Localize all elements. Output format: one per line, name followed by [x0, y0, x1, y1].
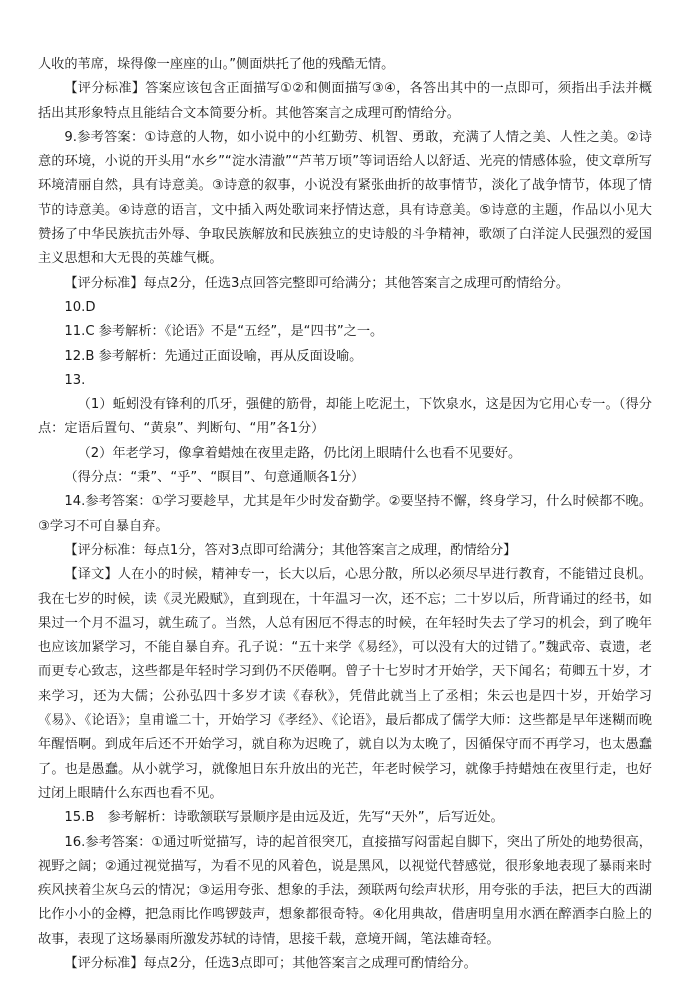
scoring-standard: 【评分标准】每点2分，任选3点即可；其他答案言之成理可酌情给分。 — [64, 955, 477, 971]
answer-9: 9.参考答案：①诗意的人物，如小说中的小红勤劳、机智、勇敢，充满了人情之美、人性之美。②诗意的环境，小说的开头用“水乡”“淀水清澈”“芦苇万顷”等词语给人以舒适、光亮的情感体验，使文章所写环境清丽自然，具有诗意美。③诗意的叙事，小说没有紧张曲折的故事情节，淡化了战争情节，体现了情节的诗意美。④诗意的语言，文中插入两处歌词来抒情达意，具有诗意美。⑤诗意的主题，作品以小见大赞扬了中华民族抗击外辱、争取民族解放和民族独立的史诗般的斗争精神，歌颂了白洋淀人民强烈的爱国主义思想和大无畏的英雄气概。 — [38, 129, 652, 267]
scoring-standard: 【评分标准】每点2分，任选3点回答完整即可给满分；其他答案言之成理可酌情给分。 — [64, 275, 570, 291]
answer-13-scoring: （得分点：“秉”、“乎”、“瞑目”、句意通顺各1分） — [64, 470, 365, 486]
translation: 【译文】人在小的时候，精神专一，长大以后，心思分散，所以必须尽早进行教育，不能错过良机。我在七岁的时候，读《灵光殿赋》，直到现在，十年温习一次，还不忘；二十岁以后，所背诵过的经书，如果过一个月不温习，就生疏了。当然，人总有困厄不得志的时候，在年轻时失去了学习的机会，到了晚年也应该加紧学习，不能自暴自弃。孔子说：“五十来学《易经》，可以没有大的过错了。”魏武帝、袁遗，老而更专心致志，这些都是年轻时学习到仍不厌倦啊。曾子十七岁时才开始学，天下闻名；荀卿五十岁，才来学习，还为大儒；公孙弘四十多岁才读《春秋》，凭借此就当上了丞相；朱云也是四十岁，开始学习《易》、《论语》；皇甫谧二十，开始学习《孝经》、《论语》，最后都成了儒学大师：这些都是早年迷糊而晚年醒悟啊。到成年后还不开始学习，就自称为迟晚了，就自以为太晚了，因循保守而不再学习，也太愚蠢了。也是愚蠢。从小就学习，就像旭日东升放出的光芒，年老时候学习，就像手持蜡烛在夜里行走，也好过闭上眼睛什么东西也看不见。 — [38, 567, 652, 801]
answer-14: 14.参考答案：①学习要趁早，尤其是年少时发奋勤学。②要坚持不懈，终身学习，什么时候都不晚。③学习不可自暴自弃。 — [38, 494, 652, 534]
scoring-standard: 【评分标准】答案应该包含正面描写①②和侧面描写③④，各答出其中的一点即可，须指出手法并概括出其形象特点且能结合文本简要分析。其他答案言之成理可酌情给分。 — [38, 81, 652, 121]
answer-13-part-1: （1）蚯蚓没有锋利的爪牙，强健的筋骨，却能上吃泥土，下饮泉水，这是因为它用心专一。（得分点：定语后置句、“黄泉”、判断句、“用”各1分） — [38, 397, 652, 437]
answer-16: 16.参考答案：①通过听觉描写，诗的起首很突兀，直接描写闷雷起自脚下，突出了所处的地势很高，视野之阔；②通过视觉描写，为看不见的风着色，说是黑风，以视觉代替感觉，很形象地表现了暴雨来时疾风挟着尘灰乌云的情况；③运用夸张、想象的手法，颈联两句绘声状形，用夸张的手法，把巨大的西湖比作小小的金樽，把急雨比作鸣锣鼓声，想象都很奇特。④化用典故，借唐明皇用水洒在醉酒李白脸上的故事，表现了这场暴雨所激发苏轼的诗情，思接千载，意境开阔，笔法雄奇轻。 — [38, 834, 652, 947]
answer-10: 10.D — [64, 299, 96, 315]
answer-13-part-2: （2）年老学习，像拿着蜡烛在夜里走路，仍比闭上眼睛什么也看不见要好。 — [77, 445, 522, 461]
answer-13-heading: 13. — [64, 372, 86, 388]
answer-15: 15.B 参考解析：诗歌颔联写景顺序是由远及近，先写“天外”，后写近处。 — [64, 810, 504, 826]
answer-11: 11.C 参考解析：《论语》不是“五经”，是“四书”之一。 — [64, 324, 384, 340]
paragraph: 人收的苇席，垛得像一座座的山。”侧面烘托了他的残酷无情。 — [38, 57, 395, 72]
scoring-standard: 【评分标准：每点1分，答对3点即可给满分；其他答案言之成理，酌情给分】 — [64, 542, 517, 558]
answer-12: 12.B 参考解析：先通过正面设喻，再从反面设喻。 — [64, 348, 363, 364]
